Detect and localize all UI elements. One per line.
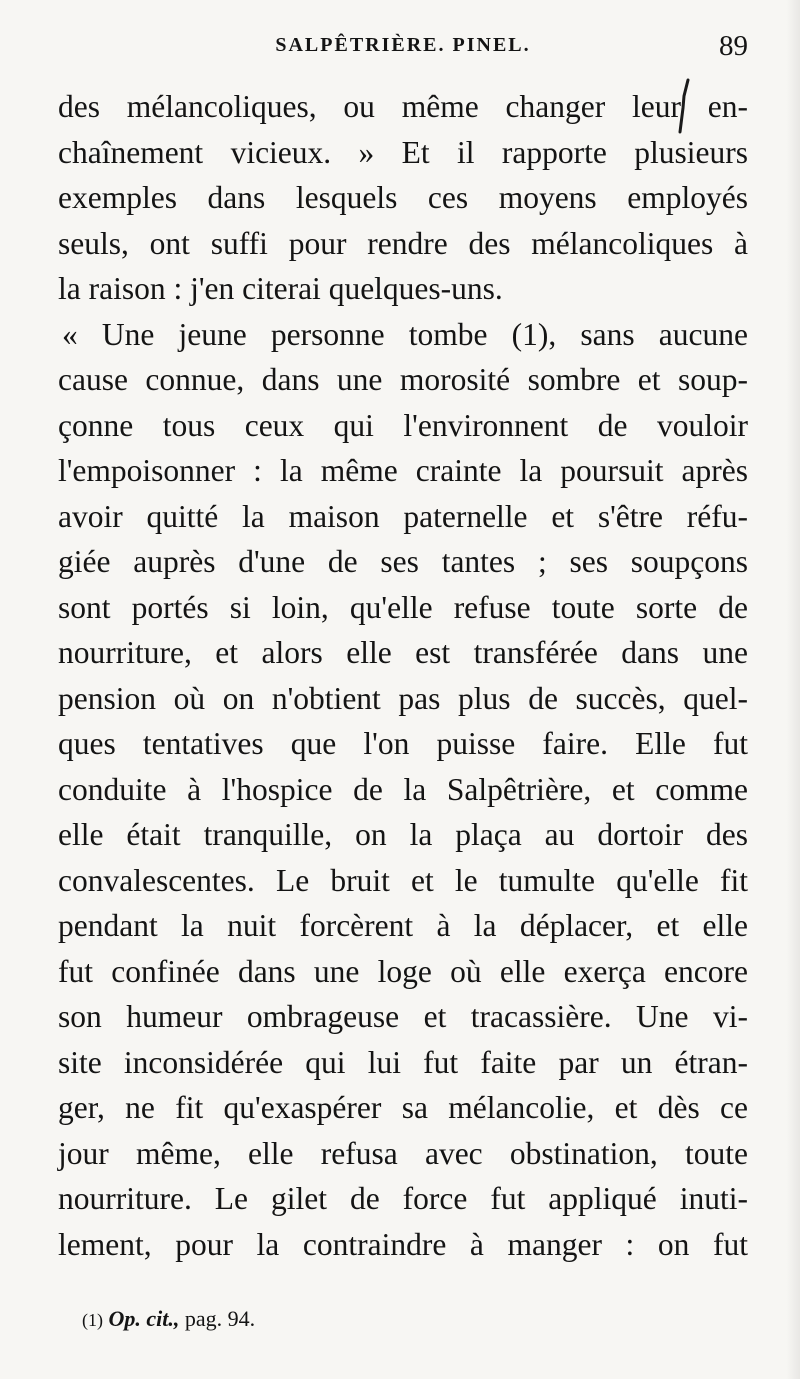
page-header xyxy=(58,30,748,70)
text-line: exemples dans lesquels ces moyens employés xyxy=(58,180,748,215)
text-line: ger, ne fit qu'exaspérer sa mélancolie, et dès ce xyxy=(58,1090,748,1125)
text-line: l'empoisonner : la même crainte la poursuit après xyxy=(58,453,748,488)
text-line: sont portés si loin, qu'elle refuse toute sorte de xyxy=(58,589,748,625)
text-line: fut confinée dans une loge où elle exerça encore xyxy=(58,953,748,989)
text-line: « Une jeune personne tombe (1), sans aucune xyxy=(62,316,748,352)
text-line: site inconsidérée qui lui fut faite par un étran- xyxy=(58,1044,748,1080)
text-line: pendant la nuit forcèrent à la déplacer, et elle xyxy=(58,908,748,943)
footnote-reference: Op. cit., xyxy=(108,1306,180,1331)
text-line: çonne tous ceux qui l'environnent de vouloir xyxy=(58,407,748,443)
text-line: conduite à l'hospice de la Salpêtrière, et comme xyxy=(58,771,748,807)
footnote-marker: (1) xyxy=(82,1310,103,1330)
text-line: elle était tranquille, on la plaça au dortoir des xyxy=(58,817,748,852)
text-line: son humeur ombrageuse et tracassière. Une vi- xyxy=(58,999,748,1034)
footnote xyxy=(82,1306,255,1332)
text-line: nourriture, et alors elle est transférée dans une xyxy=(58,635,748,670)
text-line: convalescentes. Le bruit et le tumulte qu'elle fit xyxy=(58,862,748,898)
text-line: pension où on n'obtient pas plus de succès, quel- xyxy=(58,680,748,716)
text-line: ques tentatives que l'on puisse faire. Elle fut xyxy=(58,726,748,761)
text-line: chaînement vicieux. » Et il rapporte plusieurs xyxy=(58,134,748,170)
page-edge-shadow xyxy=(786,0,800,1379)
text-line: des mélancoliques, ou même changer leur en- xyxy=(58,89,748,124)
text-line: seuls, ont suffi pour rendre des mélancoliques à xyxy=(58,225,748,261)
text-line: jour même, elle refusa avec obstination, toute xyxy=(58,1135,748,1171)
running-head: SALPÊTRIÈRE. PINEL. xyxy=(275,34,531,56)
body-text xyxy=(58,84,748,1267)
text-line: lement, pour la contraindre à manger : on fut xyxy=(58,1226,748,1262)
footnote-page: pag. 94. xyxy=(184,1306,256,1331)
page-number: 89 xyxy=(719,30,748,62)
text-line: giée auprès d'une de ses tantes ; ses soupçons xyxy=(58,544,748,579)
text-line: nourriture. Le gilet de force fut appliqué inuti- xyxy=(58,1181,748,1216)
text-line: avoir quitté la maison paternelle et s'être réfu- xyxy=(58,498,748,534)
text-line: la raison : j'en citerai quelques-uns. xyxy=(58,271,503,306)
text-line: cause connue, dans une morosité sombre et soup- xyxy=(58,362,748,397)
